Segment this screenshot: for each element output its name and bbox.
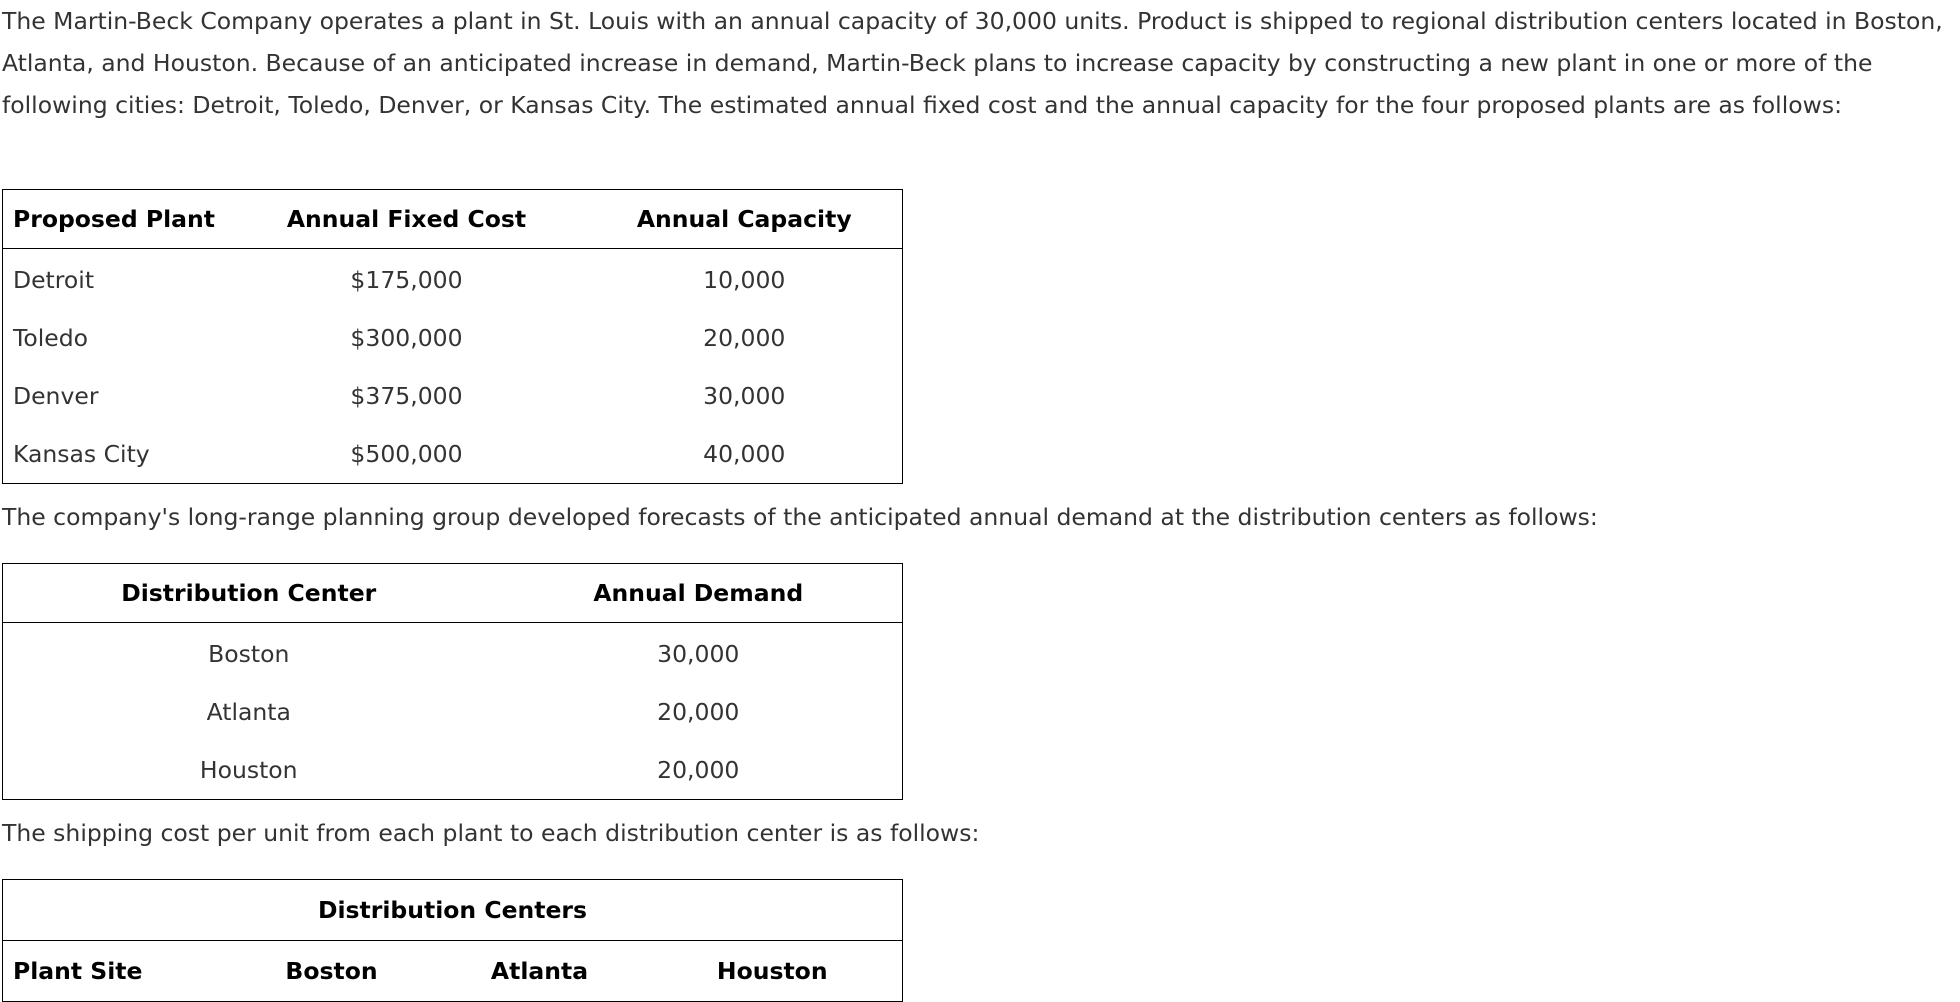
capacity-cell: 40,000 bbox=[703, 440, 786, 468]
proposed-plants-table bbox=[2, 189, 903, 484]
table-header-row bbox=[3, 190, 903, 249]
plant-name-cell: Toledo bbox=[13, 324, 89, 352]
demand-intro-paragraph: The company's long-range planning group developed forecasts of the anticipated annual demand at the distribution centers as follows: bbox=[2, 503, 1598, 531]
plant-name-cell: Detroit bbox=[13, 266, 95, 294]
fixed-cost-cell: $375,000 bbox=[350, 382, 463, 410]
table-row bbox=[3, 309, 903, 367]
shipping-intro-paragraph: The shipping cost per unit from each plant to each distribution center is as follows: bbox=[2, 819, 980, 847]
intro-paragraph: The Martin-Beck Company operates a plant in St. Louis with an annual capacity of 30,000 units. Product is shipped to regional distribution centers located in Boston, Atlanta, and Houston. Because of an anticipated increase in demand, Martin-Beck plans to increase capacity by constructing a new plant in one or more of the following cities: Detroit, Toledo, Denver, or Kansas City. The estimated annual fixed cost and the annual capacity for the four proposed plants are as follows: bbox=[2, 7, 1943, 119]
table-row bbox=[3, 367, 903, 425]
fixed-cost-cell: $175,000 bbox=[350, 266, 463, 294]
column-header-houston: Houston bbox=[716, 957, 828, 985]
distribution-center-cell: Boston bbox=[208, 640, 290, 668]
fixed-cost-cell: $500,000 bbox=[350, 440, 463, 468]
plant-name-cell: Denver bbox=[13, 382, 99, 410]
annual-demand-table bbox=[2, 563, 903, 800]
distribution-center-cell: Atlanta bbox=[206, 698, 291, 726]
column-header-proposed-plant: Proposed Plant bbox=[13, 205, 215, 233]
column-header-annual-capacity: Annual Capacity bbox=[636, 205, 852, 233]
column-header-distribution-center: Distribution Center bbox=[121, 579, 377, 607]
annual-demand-cell: 20,000 bbox=[657, 698, 740, 726]
distribution-center-cell: Houston bbox=[199, 756, 298, 784]
column-group-header-distribution-centers: Distribution Centers bbox=[318, 896, 587, 924]
column-header-boston: Boston bbox=[285, 957, 378, 985]
table-row bbox=[3, 249, 903, 310]
capacity-cell: 30,000 bbox=[703, 382, 786, 410]
table-row bbox=[3, 741, 903, 800]
column-header-plant-site: Plant Site bbox=[13, 957, 143, 985]
shipping-cost-table bbox=[2, 879, 903, 1002]
table-group-header-row bbox=[3, 880, 903, 941]
annual-demand-cell: 30,000 bbox=[657, 640, 740, 668]
table-row bbox=[3, 425, 903, 484]
capacity-cell: 20,000 bbox=[703, 324, 786, 352]
table-row bbox=[3, 623, 903, 684]
column-header-annual-fixed-cost: Annual Fixed Cost bbox=[286, 205, 527, 233]
table-header-row bbox=[3, 941, 903, 1002]
plant-name-cell: Kansas City bbox=[13, 440, 150, 468]
column-header-atlanta: Atlanta bbox=[490, 957, 589, 985]
table-header-row bbox=[3, 564, 903, 623]
annual-demand-cell: 20,000 bbox=[657, 756, 740, 784]
fixed-cost-cell: $300,000 bbox=[350, 324, 463, 352]
column-header-annual-demand: Annual Demand bbox=[593, 579, 804, 607]
table-row bbox=[3, 683, 903, 741]
capacity-cell: 10,000 bbox=[703, 266, 786, 294]
